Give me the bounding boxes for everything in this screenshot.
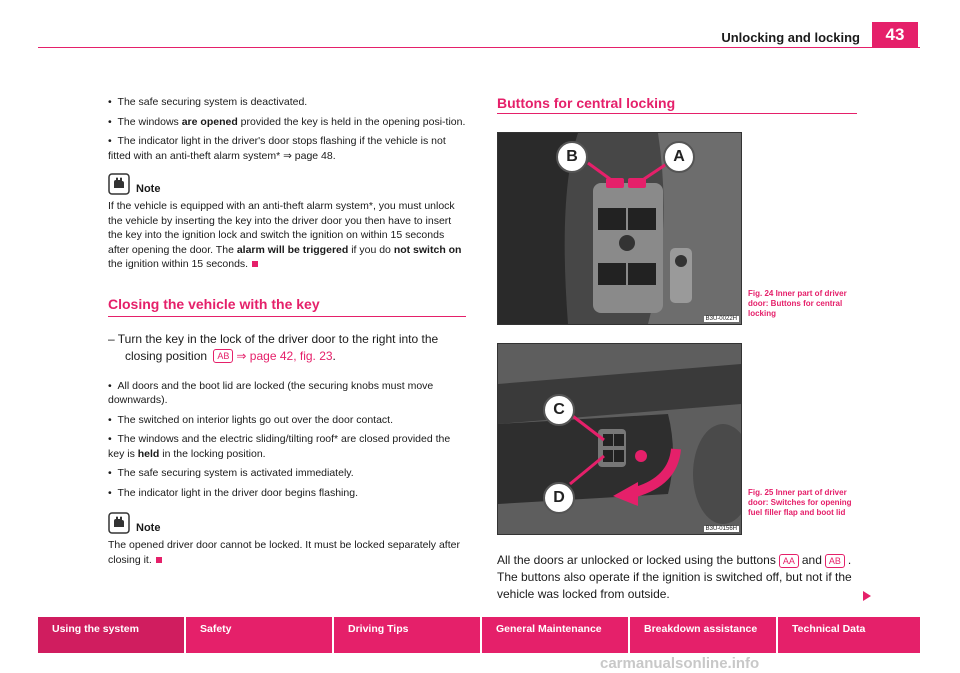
watermark: carmanualsonline.info (600, 655, 760, 672)
figure-code: B3U-0156H (705, 526, 737, 532)
nav-tab-technical-data[interactable]: Technical Data (778, 617, 920, 653)
bullet-item: • The safe securing system is activated immediately. (108, 467, 354, 479)
key-symbol: AB (213, 349, 233, 363)
section-title-closing: Closing the vehicle with the key (108, 295, 320, 312)
key-symbol: AA (779, 554, 799, 568)
note-text: The opened driver door cannot be locked. It must be locked separately after closing it. (108, 539, 460, 566)
note-block (108, 512, 466, 567)
page-number: 43 (872, 22, 918, 48)
nav-tab-safety[interactable]: Safety (186, 617, 332, 653)
note-icon (108, 512, 130, 534)
figure-code: B3U-0022H (705, 316, 737, 322)
section-rule (108, 316, 466, 317)
bullet-item: • All doors and the boot lid are locked (the securing knobs must move downwards). (108, 379, 434, 406)
page-reference-link[interactable]: ⇒ page 42, fig. 23 (236, 348, 333, 363)
left-column (108, 95, 466, 567)
body-text: All the doors ar unlocked or locked using the buttons AA and AB . The buttons also operate if the ignition is switched off, but not if the vehicle was locked from outside. (497, 553, 852, 601)
header-rule (38, 47, 920, 48)
nav-tab-driving-tips[interactable]: Driving Tips (334, 617, 480, 653)
note-block (108, 173, 466, 272)
figure-25 (497, 343, 742, 535)
section-rule (497, 113, 857, 114)
note-title: Note (136, 522, 161, 534)
note-text: If the vehicle is equipped with an anti-theft alarm system*, you must unlock the vehicle by inserting the key into the driver door you then have to insert the key into the ignition lock and switch the ignition on within 15 seconds after opening the door. The alarm will be triggered if you do not switch on the ignition within 15 seconds. (108, 200, 462, 270)
key-symbol: AB (825, 554, 845, 568)
step-instruction: – Turn the key in the lock of the driver door to the right into the closing position AB ⇒ page 42, fig. 23. (108, 331, 439, 363)
section-title-buttons: Buttons for central locking (497, 95, 676, 111)
bullet-item: • The indicator light in the driver door begins flashing. (108, 486, 358, 499)
label-c: C (543, 394, 575, 426)
figure-25-caption: Fig. 25 Inner part of driver door: Switches for opening fuel filler flap and boot lid (748, 488, 852, 517)
bullet-item: • The windows and the electric sliding/tilting roof* are closed provided the key is held in the locking position. (108, 433, 451, 460)
end-mark (156, 557, 162, 563)
bullet-item: • The safe securing system is deactivated. (108, 96, 308, 108)
label-a: A (663, 141, 695, 173)
nav-tab-general-maintenance[interactable]: General Maintenance (482, 617, 628, 653)
figure-24-caption: Fig. 24 Inner part of driver door: Buttons for central locking (748, 289, 847, 318)
bullet-item: • The switched on interior lights go out over the door contact. (108, 413, 394, 426)
label-d: D (543, 482, 575, 514)
end-mark (252, 261, 258, 267)
label-b: B (556, 141, 588, 173)
note-icon (108, 173, 130, 195)
bullet-item: • The indicator light in the driver's door stops flashing if the vehicle is not fitted with an anti-theft alarm system* ⇒ page 48. (108, 135, 446, 162)
continue-arrow-icon[interactable] (862, 590, 872, 602)
door-panel-image (498, 133, 741, 324)
note-title: Note (136, 183, 161, 195)
door-switch-image (498, 344, 741, 534)
figure-24 (497, 132, 742, 325)
nav-tab-using-the-system[interactable]: Using the system (38, 617, 184, 653)
bullet-item: • The windows are opened provided the key is held in the opening posi-tion. (108, 115, 466, 128)
nav-tab-breakdown-assistance[interactable]: Breakdown assistance (630, 617, 776, 653)
page-header-title: Unlocking and locking (721, 30, 860, 45)
